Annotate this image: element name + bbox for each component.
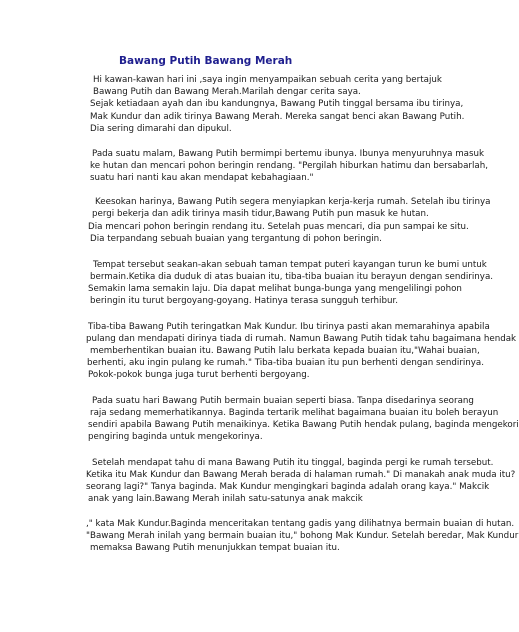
text-line: Bawang Putih dan Bawang Merah.Marilah dengar cerita saya. bbox=[93, 87, 361, 97]
text-line: pulang dan mendapati dirinya tiada di rumah. Namun Bawang Putih tidak tahu bagaimana hendak bbox=[86, 334, 517, 344]
text-line: Ketika itu Mak Kundur dan Bawang Merah berada di halaman rumah." Di manakah anak muda itu? bbox=[86, 470, 516, 480]
text-line: Dia mencari pohon beringin rendang itu. Setelah puas mencari, dia pun sampai ke situ. bbox=[88, 222, 469, 232]
text-line: Tiba-tiba Bawang Putih teringatkan Mak Kundur. Ibu tirinya pasti akan memarahinya apabila bbox=[88, 322, 490, 332]
text-line: anak yang lain.Bawang Merah inilah satu-satunya anak makcik bbox=[88, 494, 363, 504]
text-line: ," kata Mak Kundur.Baginda menceritakan tentang gadis yang dilihatnya bermain buaian di hutan. bbox=[86, 519, 515, 529]
text-line: Mak Kundur dan adik tirinya Bawang Merah. Mereka sangat benci akan Bawang Putih. bbox=[90, 112, 465, 122]
text-line: sendiri apabila Bawang Putih menaikinya. Ketika Bawang Putih hendak pulang, baginda mengekori bbox=[88, 420, 519, 430]
text-line: Keesokan harinya, Bawang Putih segera menyiapkan kerja-kerja rumah. Setelah ibu tirinya bbox=[95, 197, 491, 207]
text-line: memaksa Bawang Putih menunjukkan tempat buaian itu. bbox=[90, 543, 340, 553]
story-title: Bawang Putih Bawang Merah bbox=[119, 55, 293, 67]
text-line: raja sedang memerhatikannya. Baginda tertarik melihat bagaimana buaian itu boleh berayun bbox=[90, 408, 499, 418]
text-line: pergi bekerja dan adik tirinya masih tidur,Bawang Putih pun masuk ke hutan. bbox=[92, 209, 429, 219]
text-line: seorang lagi?" Tanya baginda. Mak Kundur mengingkari baginda adalah orang kaya." Makcik bbox=[86, 482, 490, 492]
text-line: suatu hari nanti kau akan mendapat kebahagiaan." bbox=[90, 173, 314, 183]
text-line: Pada suatu malam, Bawang Putih bermimpi bertemu ibunya. Ibunya menyuruhnya masuk bbox=[92, 149, 485, 159]
text-line: ke hutan dan mencari pohon beringin rendang. "Pergilah hiburkan hatimu dan bersabarlah, bbox=[90, 161, 488, 171]
text-line: memberhentikan buaian itu. Bawang Putih lalu berkata kepada buaian itu,"Wahai buaian, bbox=[90, 346, 480, 356]
text-line: bermain.Ketika dia duduk di atas buaian itu, tiba-tiba buaian itu berayun dengan sendirinya. bbox=[90, 272, 494, 282]
text-line: Pokok-pokok bunga juga turut berhenti bergoyang. bbox=[88, 370, 310, 380]
text-line: Setelah mendapat tahu di mana Bawang Putih itu tinggal, baginda pergi ke rumah tersebut. bbox=[92, 458, 494, 468]
text-line: pengiring baginda untuk mengekorinya. bbox=[88, 432, 263, 442]
text-line: Dia sering dimarahi dan dipukul. bbox=[90, 124, 232, 134]
text-line: Hi kawan-kawan hari ini ,saya ingin menyampaikan sebuah cerita yang bertajuk bbox=[93, 75, 442, 85]
text-line: berhenti, aku ingin pulang ke rumah." Tiba-tiba buaian itu pun berhenti dengan sendirinya. bbox=[87, 358, 484, 368]
text-line: Sejak ketiadaan ayah dan ibu kandungnya, Bawang Putih tinggal bersama ibu tirinya, bbox=[90, 99, 464, 109]
text-line: Semakin lama semakin laju. Dia dapat melihat bunga-bunga yang mengelilingi pohon bbox=[88, 284, 462, 294]
text-line: Pada suatu hari Bawang Putih bermain buaian seperti biasa. Tanpa disedarinya seorang bbox=[92, 396, 474, 406]
text-line: beringin itu turut bergoyang-goyang. Hatinya terasa sungguh terhibur. bbox=[90, 296, 399, 306]
text-line: "Bawang Merah inilah yang bermain buaian itu," bohong Mak Kundur. Setelah beredar, Mak Kundur bbox=[86, 531, 519, 541]
text-line: Dia terpandang sebuah buaian yang tergantung di pohon beringin. bbox=[90, 234, 382, 244]
text-line: Tempat tersebut seakan-akan sebuah taman tempat puteri kayangan turun ke bumi untuk bbox=[93, 260, 487, 270]
